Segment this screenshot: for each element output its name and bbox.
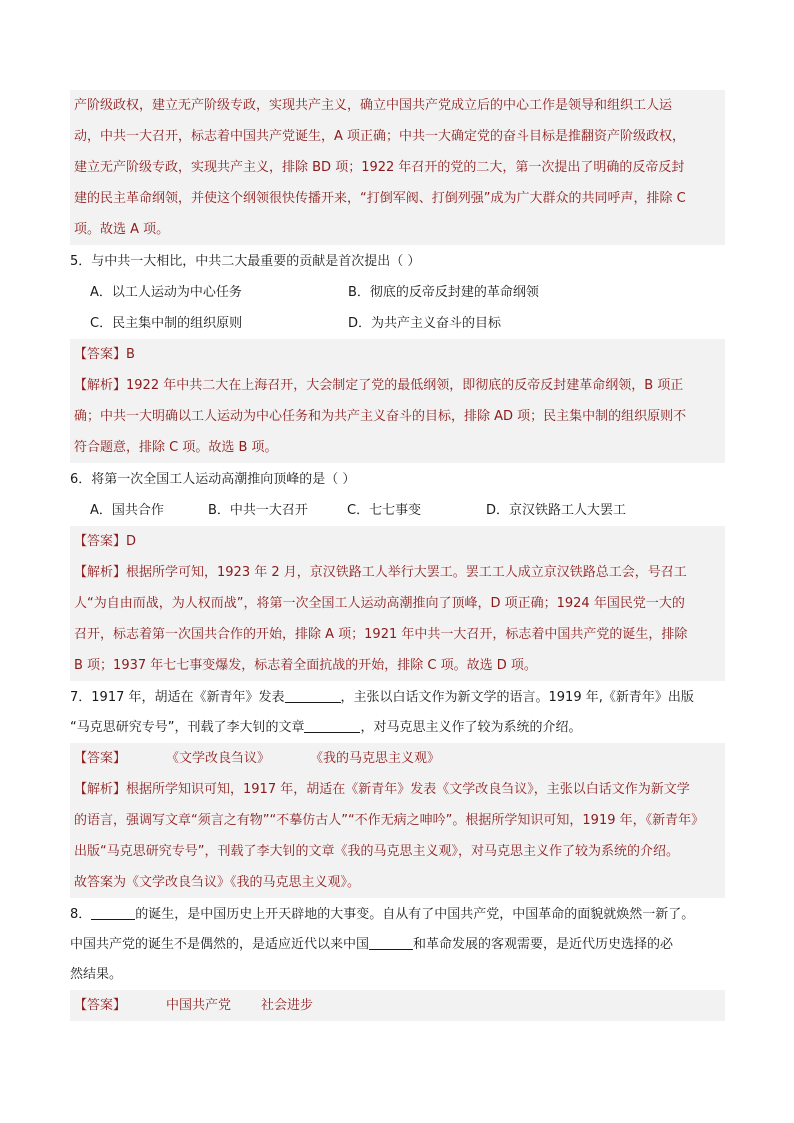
q8-answer [74, 990, 721, 1021]
q6-option-b: B．中共一大召开 [208, 503, 308, 518]
q7-stem-text: ，对马克思主义作了较为系统的介绍。 [360, 720, 582, 735]
answer-label: 【答案】 [74, 751, 127, 766]
q5-option-d: D．为共产主义奋斗的目标 [348, 316, 502, 331]
document-page [70, 90, 725, 1023]
answer-value: B [126, 347, 135, 362]
q6-option-c: C．七七事变 [347, 503, 422, 518]
analysis-line: 召开，标志着第一次国共合作的开始，排除 A 项；1921 年中共一大召开，标志着中国共产党的诞生，排除 [74, 627, 688, 642]
analysis-line: 确；中共一大明确以工人运动为中心任务和为共产主义奋斗的目标，排除 AD 项；民主集中制的组织原则不 [74, 409, 687, 424]
q7-answer [74, 743, 721, 774]
analysis-line: 符合题意，排除 C 项。故选 B 项。 [74, 440, 278, 455]
answer-value-2: 《我的马克思主义观》 [310, 751, 441, 766]
q8-stem-line-1 [70, 900, 725, 930]
q8-stem-text: 中国共产党的诞生不是偶然的，是适应近代以来中国 [70, 937, 370, 952]
q6-answer [74, 526, 721, 557]
q7-stem-line-1 [70, 683, 725, 713]
q5-options-row-1 [70, 277, 725, 308]
answer-value: D [126, 534, 137, 549]
q5-option-a: A．以工人运动为中心任务 [90, 285, 242, 300]
analysis-line: 人“为自由而战，为人权而战”，将第一次全国工人运动高潮推向了顶峰，D 项正确；1924 年国民党一大的 [74, 596, 685, 611]
answer-value-2: 社会进步 [261, 998, 314, 1013]
answer-label: 【答案】 [74, 534, 127, 549]
q7-stem-text: “马克思研究专号”，刊载了李大钊的文章 [70, 720, 305, 735]
answer-label: 【答案】 [74, 347, 127, 362]
q6-options-row [70, 495, 725, 526]
q5-answer-box [70, 339, 725, 463]
q7-stem-text: ，主张以白话文作为新文学的语言。1919 年,《新青年》出版 [340, 690, 694, 705]
analysis-line: 【解析】根据所学可知，1923 年 2 月，京汉铁路工人举行大罢工。罢工工人成立京汉铁路总工会，号召工 [74, 565, 687, 580]
q8-stem-text: 8． [70, 907, 92, 922]
q7-answer-box [70, 743, 725, 898]
q5-options-row-2 [70, 308, 725, 339]
analysis-line: 建的民主革命纲领，并使这个纲领很快传播开来，“打倒军阀、打倒列强”成为广大群众的共同呼声，排除 C [74, 191, 686, 206]
q5-stem: 5．与中共一大相比，中共二大最重要的贡献是首次提出（ ） [70, 254, 421, 269]
q7-stem-text: 7．1917 年，胡适在《新青年》发表 [70, 690, 285, 705]
q8-stem-line-3: 然结果。 [70, 967, 123, 982]
q8-stem-text: 的诞生，是中国历史上开天辟地的大事变。自从有了中国共产党，中国革命的面貌就焕然一新了。 [135, 907, 695, 922]
q5-option-c: C．民主集中制的组织原则 [90, 316, 243, 331]
q8-blank-1 [91, 905, 135, 920]
analysis-line: 【解析】1922 年中共二大在上海召开，大会制定了党的最低纲领，即彻底的反帝反封建革命纲领，B 项正 [74, 378, 684, 393]
analysis-line: 故答案为《文学改良刍议》《我的马克思主义观》。 [74, 875, 361, 890]
q6-stem: 6．将第一次全国工人运动高潮推向顶峰的是（ ） [70, 472, 356, 487]
analysis-line: 产阶级政权，建立无产阶级专政，实现共产主义，确立中国共产党成立后的中心工作是领导和组织工人运 [74, 98, 673, 113]
analysis-line: B 项；1937 年七七事变爆发，标志着全面抗战的开始，排除 C 项。故选 D 项。 [74, 658, 537, 673]
q8-stem-line-2 [70, 930, 725, 960]
q5-answer [74, 339, 721, 370]
analysis-line: 项。故选 A 项。 [74, 222, 170, 237]
answer-value-1: 中国共产党 [166, 998, 232, 1013]
q8-stem-text: 和革命发展的客观需要，是近代历史选择的必 [413, 937, 674, 952]
q8-blank-2 [369, 935, 413, 950]
q7-blank-1 [285, 688, 341, 703]
q8-answer-box [70, 990, 725, 1021]
q5-option-b: B．彻底的反帝反封建的革命纲领 [348, 285, 539, 300]
answer-label: 【答案】 [74, 998, 127, 1013]
analysis-line: 出版“马克思研究专号”，刊载了李大钊的文章《我的马克思主义观》，对马克思主义作了较为系统的介绍。 [74, 844, 679, 859]
q4-analysis-box [70, 90, 725, 245]
analysis-line: 的语言，强调写文章“须言之有物”“不摹仿古人”“不作无病之呻吟”。根据所学知识可知，1919 年，《新青年》 [74, 813, 705, 828]
answer-value-1: 《文学改良刍议》 [166, 751, 271, 766]
q6-answer-box [70, 526, 725, 681]
analysis-line: 动，中共一大召开，标志着中国共产党诞生，A 项正确；中共一大确定党的奋斗目标是推翻资产阶级政权， [74, 129, 686, 144]
analysis-line: 建立无产阶级专政，实现共产主义，排除 BD 项；1922 年召开的党的二大，第一次提出了明确的反帝反封 [74, 160, 685, 175]
q7-stem-line-2 [70, 713, 725, 743]
q6-option-a: A．国共合作 [90, 503, 164, 518]
analysis-line: 【解析】根据所学知识可知，1917 年，胡适在《新青年》发表《文学改良刍议》，主张以白话文作为新文学 [74, 782, 690, 797]
q6-option-d: D．京汉铁路工人大罢工 [486, 503, 627, 518]
q7-blank-2 [304, 718, 360, 733]
